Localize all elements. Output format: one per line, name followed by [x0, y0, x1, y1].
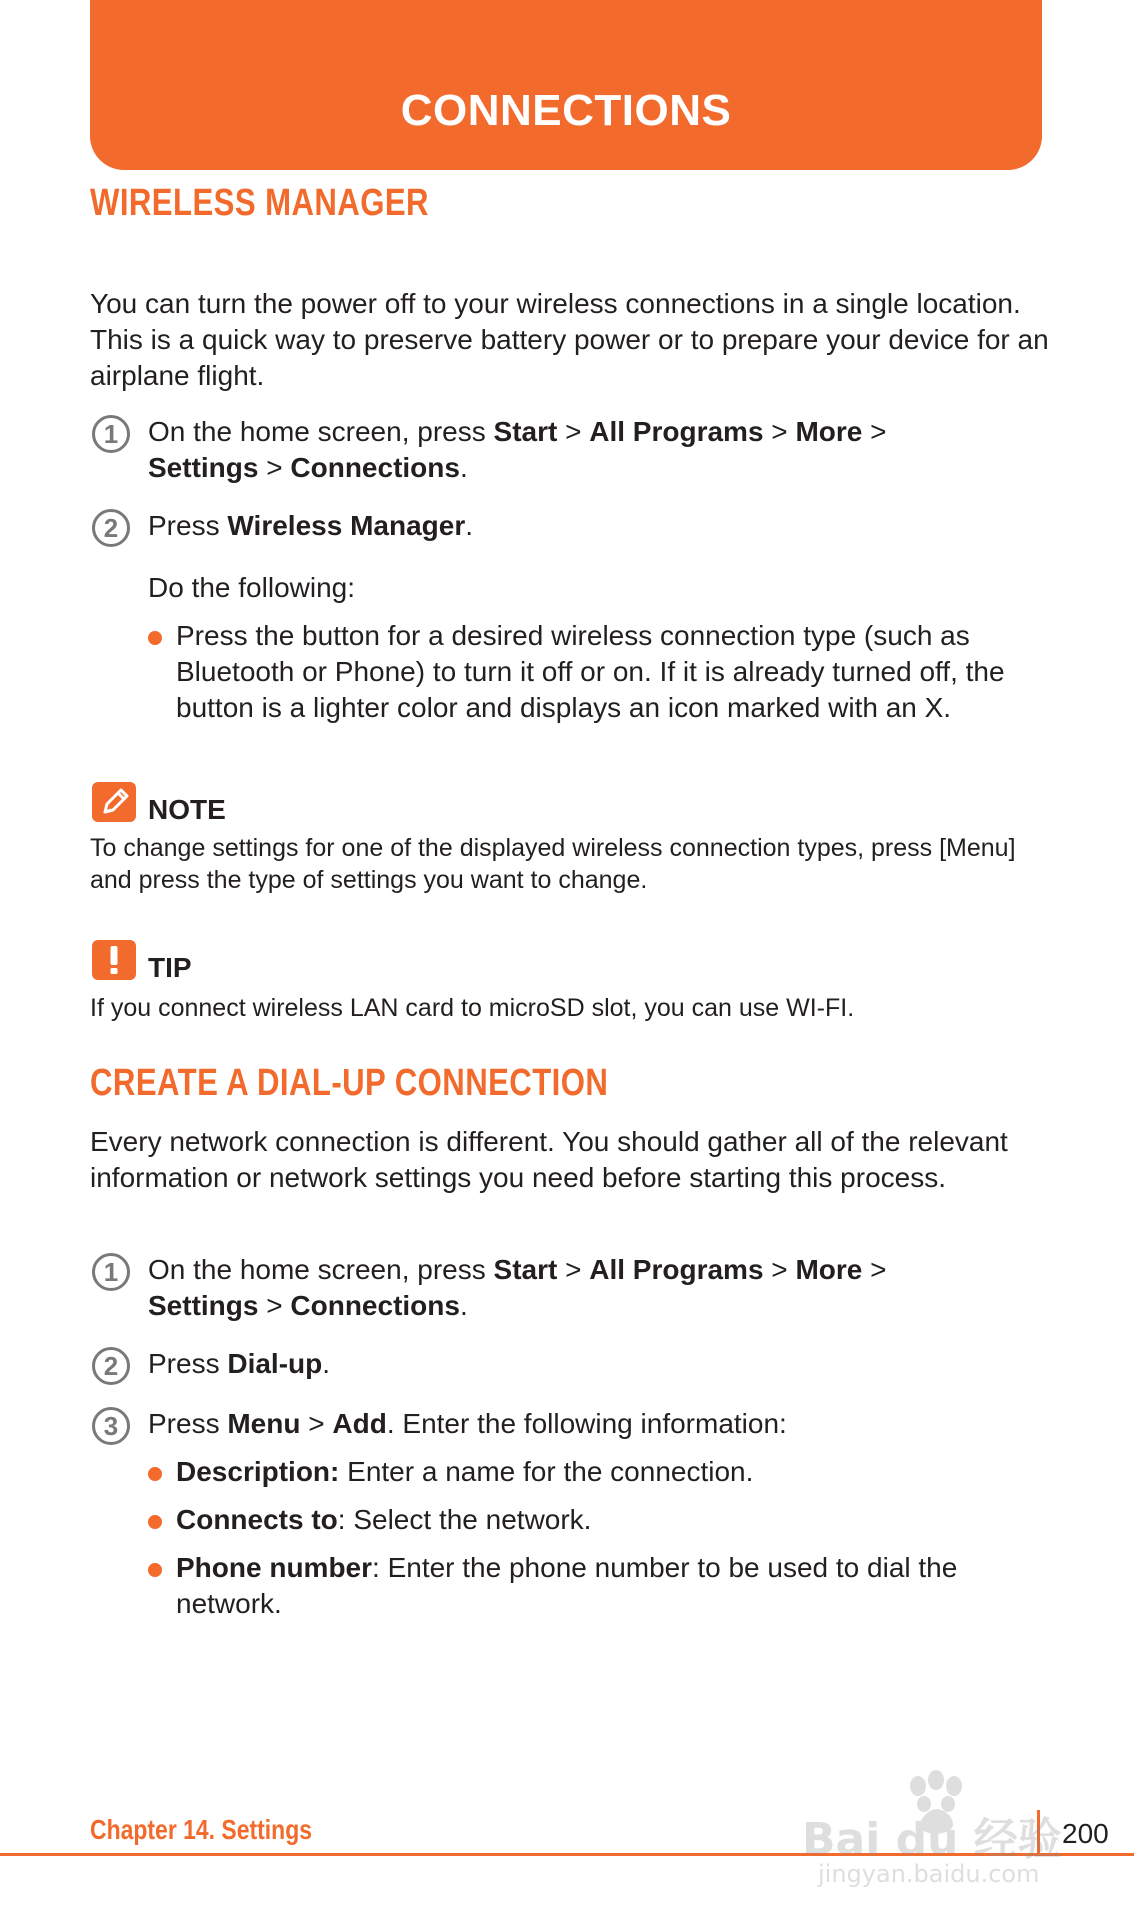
bullet-icon [148, 1515, 162, 1529]
step-number-icon: 2 [92, 509, 130, 547]
sub-instruction: Do the following: [148, 572, 356, 603]
step-text: On the home screen, press Start > All Programs > More > Settings > Connections. [148, 416, 887, 483]
step-text: On the home screen, press Start > All Programs > More > Settings > Connections. [148, 1254, 887, 1321]
step-text: Press Menu > Add. Enter the following information: [148, 1408, 787, 1439]
bullet-text: Description: Enter a name for the connection. [176, 1456, 754, 1487]
svg-text:jingyan.baidu.com: jingyan.baidu.com [818, 1860, 1040, 1888]
bullet-text: Connects to: Select the network. [176, 1504, 592, 1535]
bullet-icon [148, 1563, 162, 1577]
chapter-footer-label: Chapter 14. Settings [90, 1814, 313, 1845]
chapter-header-banner [90, 0, 1042, 170]
step-number-icon: 2 [92, 1347, 130, 1385]
tip-text: If you connect wireless LAN card to microSD slot, you can use WI-FI. [90, 994, 855, 1022]
bullet-icon [148, 1467, 162, 1481]
exclamation-tip-icon [92, 940, 136, 980]
chapter-title: CONNECTIONS [400, 86, 732, 135]
bullet-text: Press the button for a desired wireless connection type (such as Bluetooth or Phone) to turn it off or on. If it is already turned off, the button is a lighter color and displays an icon marked with an X. [176, 620, 1005, 723]
svg-text:Bai du 经验: Bai du 经验 [802, 1814, 1062, 1865]
note-text: To change settings for one of the displayed wireless connection types, press [Menu] and press the type of settings you want to change. [90, 834, 1016, 894]
step-text: Press Wireless Manager. [148, 510, 473, 541]
bullet-text: Phone number: Enter the phone number to be used to dial the network. [176, 1552, 958, 1619]
section-title-dial-up: CREATE A DIAL-UP CONNECTION [90, 1062, 609, 1104]
step-number-icon: 1 [92, 1253, 130, 1291]
step-number-icon: 3 [92, 1407, 130, 1445]
section2-intro: Every network connection is different. You should gather all of the relevant information or network settings you need before starting this process. [90, 1126, 1008, 1193]
step-text: Press Dial-up. [148, 1348, 331, 1379]
baidu-watermark-logo [800, 1758, 1070, 1888]
pencil-note-icon [92, 782, 136, 822]
section1-intro: You can turn the power off to your wireless connections in a single location. This is a quick way to preserve battery power or to prepare your device for an airplane flight. [90, 288, 1049, 391]
bullet-icon [148, 631, 162, 645]
step-number-icon: 1 [92, 415, 130, 453]
tip-label: TIP [148, 952, 192, 983]
page-number: 200 [1062, 1818, 1109, 1849]
note-label: NOTE [148, 794, 226, 825]
section-title-wireless-manager: WIRELESS MANAGER [90, 182, 429, 224]
